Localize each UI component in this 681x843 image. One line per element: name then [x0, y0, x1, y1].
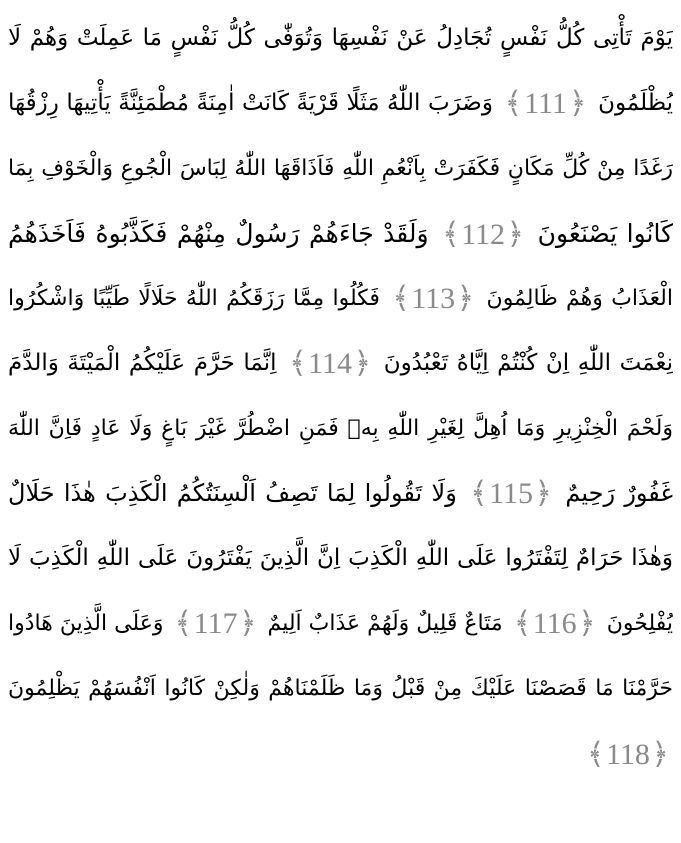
text-line-4: [8, 201, 673, 266]
ornament-left-icon: ﴾: [470, 476, 488, 511]
ornament-right-icon: ﴿: [353, 345, 372, 381]
verse-text: وَضَرَبَ اللّٰهُ مَثَلًا قَرْيَةً كَانَتْ اٰمِنَةً مُطْمَئِنَّةً يَأْتِيهَا رِزْقُهَا: [8, 90, 493, 116]
verse-text: نِعْمَتَ اللّٰهِ اِنْ كُنْتُمْ اِيَّاهُ تَعْبُدُونَ: [383, 350, 673, 376]
ornament-right-icon: ﴿: [578, 606, 596, 641]
verse-text: مَتَاعٌ قَلِيلٌ وَلَهُمْ عَذَابٌ اَلِيمٌ: [267, 611, 503, 636]
text-line-5: [8, 266, 673, 331]
verse-text: يُظْلَمُونَ: [598, 90, 673, 116]
verse-number-marker-118: [587, 738, 669, 772]
verse-number-marker-114: [289, 347, 371, 381]
text-line-8: [8, 461, 673, 526]
text-line-3: [8, 136, 673, 201]
text-line-7: [8, 396, 673, 461]
ornament-right-icon: ﴿: [534, 476, 553, 511]
verse-number-marker-112: [442, 218, 524, 252]
text-line-1: [8, 6, 673, 71]
verse-text: وَلَا تَقُولُوا لِمَا تَصِفُ اَلْسِنَتُكُمُ الْكَذِبَ هٰذَا حَلَالٌ: [8, 479, 457, 507]
verse-text: وَعَلَى الَّذِينَ هَادُوا: [8, 611, 164, 636]
ornament-left-icon: ﴾: [174, 606, 193, 641]
verse-text: كَانُوا يَصْنَعُونَ: [537, 219, 673, 248]
verse-number: 118: [606, 737, 650, 771]
verse-number: 115: [489, 477, 534, 510]
ornament-right-icon: ﴿: [238, 606, 257, 641]
verse-number-marker-116: [514, 607, 596, 641]
ornament-right-icon: ﴿: [506, 217, 525, 252]
text-line-9: [8, 526, 673, 591]
verse-text: فَكُلُوا مِمَّا رَزَقَكُمُ اللّٰهُ حَلَالًا طَيِّبًا وَاشْكُرُوا: [8, 286, 380, 311]
verse-number: 116: [532, 607, 577, 640]
ornament-left-icon: ﴾: [392, 281, 410, 316]
ornament-left-icon: ﴾: [513, 606, 532, 641]
verse-number: 111: [524, 86, 567, 120]
verse-text: يُفْلِحُونَ: [606, 611, 673, 636]
verse-text: حَرَّمْنَا مَا قَصَصْنَا عَلَيْكَ مِنْ قَبْلُ وَمَا ظَلَمْنَاهُمْ وَلٰكِنْ كَانُوا اَنْفُسَهُمْ يَظْلِمُونَ: [8, 676, 673, 701]
verse-number-marker-113: [392, 282, 474, 316]
verse-text: الْعَذَابُ وَهُمْ ظَالِمُونَ: [486, 286, 673, 311]
text-line-10: [8, 591, 673, 656]
verse-number: 114: [308, 346, 353, 380]
ornament-left-icon: ﴾: [587, 736, 605, 772]
ornament-left-icon: ﴾: [289, 345, 307, 381]
verse-number-marker-115: [470, 477, 552, 511]
ornament-left-icon: ﴾: [504, 85, 523, 121]
text-line-6: [8, 331, 673, 396]
verse-text: يَوْمَ تَأْتِى كُلُّ نَفْسٍ تُجَادِلُ عَنْ نَفْسِهَا وَتُوَفّٰى كُلُّ نَفْسٍ مَا عَمِلَتْ وَهُمْ لَا: [8, 25, 673, 51]
ornament-right-icon: ﴿: [651, 736, 669, 772]
ornament-right-icon: ﴿: [456, 281, 475, 316]
ornament-right-icon: ﴿: [568, 85, 587, 121]
verse-number: 117: [193, 607, 238, 640]
verse-text: وَهٰذَا حَرَامٌ لِتَفْتَرُوا عَلَى اللّٰهِ الْكَذِبَ اِنَّ الَّذِينَ يَفْتَرُونَ عَلَى اللّٰهِ الْكَذِبَ لَا: [8, 545, 673, 571]
verse-number: 113: [411, 282, 456, 315]
verse-text: اِنَّمَا حَرَّمَ عَلَيْكُمُ الْمَيْتَةَ وَالدَّمَ: [8, 350, 277, 376]
ornament-left-icon: ﴾: [442, 217, 460, 252]
text-line-11: [8, 656, 673, 721]
verse-text: وَلَحْمَ الْخِنْزِيرِ وَمَا اُهِلَّ لِغَيْرِ اللّٰهِ بِهٖ فَمَنِ اضْطُرَّ غَيْرَ بَاغٍ وَلَا عَادٍ فَاِنَّ اللّٰهَ: [8, 416, 673, 441]
text-line-12: [8, 721, 673, 786]
verse-text: وَلَقَدْ جَاءَهُمْ رَسُولٌ مِنْهُمْ فَكَذَّبُوهُ فَاَخَذَهُمُ: [8, 219, 429, 248]
verse-number-marker-117: [175, 607, 257, 641]
verse-text: غَفُورٌ رَحِيمٌ: [565, 479, 673, 507]
text-line-2: [8, 71, 673, 136]
verse-text: رَغَدًا مِنْ كُلِّ مَكَانٍ فَكَفَرَتْ بِاَنْعُمِ اللّٰهِ فَاَذَاقَهَا اللّٰهُ لِبَاسَ الْجُوعِ وَالْخَوْفِ بِمَا: [8, 156, 673, 181]
verse-number-marker-111: [505, 87, 587, 121]
verse-number: 112: [461, 218, 506, 251]
